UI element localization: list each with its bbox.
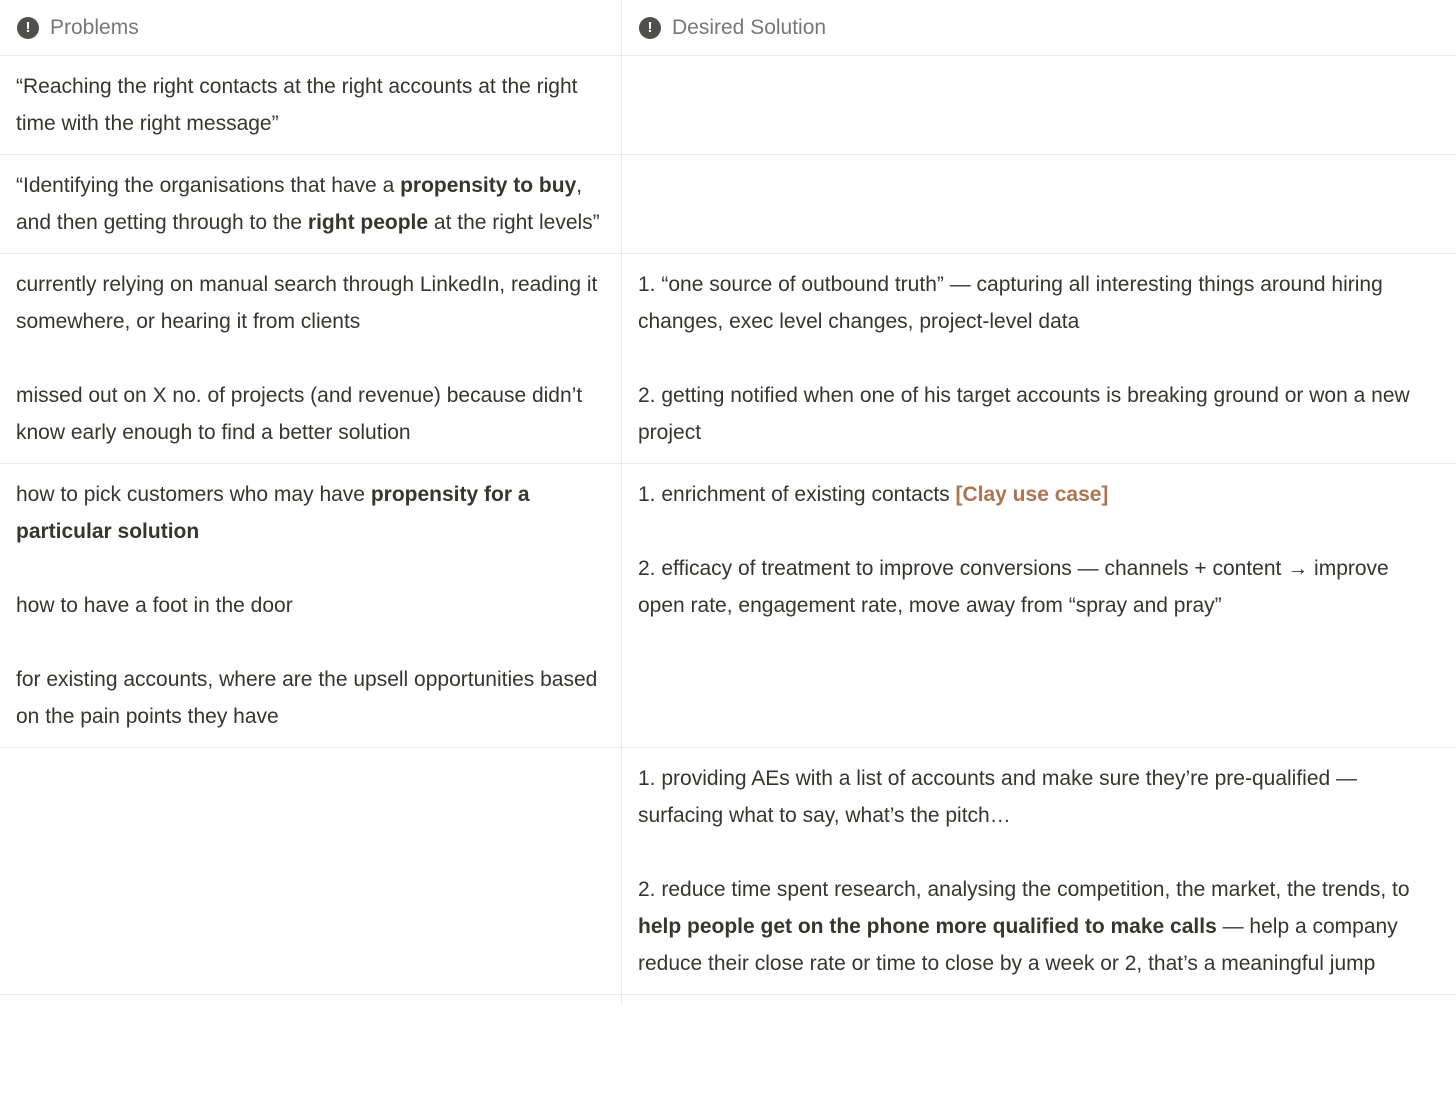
cell-problems[interactable] — [0, 56, 622, 154]
text-run: propensity to buy — [400, 174, 577, 197]
paragraph — [16, 476, 605, 550]
paragraph — [16, 377, 605, 451]
text-run: , and then getting through to the — [16, 174, 583, 234]
exclamation-circle-icon: ! — [639, 17, 661, 39]
paragraph — [638, 760, 1440, 834]
text-run: how to pick customers who may have — [16, 483, 371, 506]
column-label-problems: Problems — [50, 16, 139, 39]
cell-problems[interactable] — [0, 748, 622, 994]
text-run: how to have a foot in the door — [16, 594, 293, 617]
text-run: 2. getting notified when one of his target accounts is breaking ground or won a new project — [638, 384, 1410, 444]
cell-desired-solution[interactable] — [622, 995, 1456, 1005]
cell-problems[interactable] — [0, 155, 622, 253]
column-label-desired-solution: Desired Solution — [672, 16, 827, 39]
paragraph — [16, 266, 605, 340]
text-run: 1. providing AEs with a list of accounts and make sure they’re pre-qualified — surfacing what to say, what’s the pitch… — [638, 767, 1358, 827]
text-run: “Reaching the right contacts at the right accounts at the right time with the right message” — [16, 75, 578, 135]
column-header-problems[interactable] — [0, 0, 622, 55]
text-run: — help a company reduce their close rate or time to close by a week or 2, that’s a meaningful jump — [638, 915, 1398, 975]
table-body — [0, 56, 1456, 995]
paragraph — [638, 476, 1440, 513]
text-run: missed out on X no. of projects (and revenue) because didn’t know early enough to find a better solution — [16, 384, 583, 444]
text-run: at the right levels” — [428, 211, 600, 234]
table-row — [0, 254, 1456, 464]
text-run: 1. “one source of outbound truth” — capturing all interesting things around hiring changes, exec level changes, project-level data — [638, 273, 1383, 333]
cell-problems[interactable] — [0, 995, 622, 1005]
table-row — [0, 464, 1456, 748]
paragraph — [16, 587, 605, 624]
paragraph — [638, 871, 1440, 982]
text-run: for existing accounts, where are the upsell opportunities based on the pain points they have — [16, 668, 598, 728]
text-run: propensity for a particular solution — [16, 483, 530, 543]
cell-problems[interactable] — [0, 464, 622, 747]
table-row — [0, 748, 1456, 995]
paragraph — [16, 661, 605, 735]
table-row-partial — [0, 995, 1456, 1004]
table-row — [0, 155, 1456, 254]
cell-desired-solution[interactable] — [622, 155, 1456, 253]
clay-use-case-link[interactable]: [Clay use case] — [955, 483, 1109, 506]
cell-desired-solution[interactable] — [622, 56, 1456, 154]
paragraph — [16, 68, 605, 142]
cell-desired-solution[interactable] — [622, 464, 1456, 747]
paragraph — [638, 550, 1440, 624]
table-header — [0, 0, 1456, 56]
table-row — [0, 56, 1456, 155]
exclamation-circle-icon: ! — [17, 17, 39, 39]
paragraph — [16, 167, 605, 241]
paragraph — [638, 377, 1440, 451]
text-run: currently relying on manual search through LinkedIn, reading it somewhere, or hearing it from clients — [16, 273, 598, 333]
text-run: “Identifying the organisations that have a — [16, 174, 401, 197]
text-run: right people — [307, 211, 429, 234]
column-header-desired-solution[interactable] — [622, 0, 1456, 55]
text-run: 2. reduce time spent research, analysing the competition, the market, the trends, to — [638, 878, 1410, 901]
text-run: 1. enrichment of existing contacts — [638, 483, 956, 506]
text-run: 2. efficacy of treatment to improve conversions — channels + content → improve open rate, engagement rate, move away from “spray and pray” — [638, 557, 1389, 617]
cell-problems[interactable] — [0, 254, 622, 463]
cell-desired-solution[interactable] — [622, 748, 1456, 994]
paragraph — [638, 266, 1440, 340]
cell-desired-solution[interactable] — [622, 254, 1456, 463]
text-run: help people get on the phone more qualified to make calls — [638, 915, 1217, 938]
